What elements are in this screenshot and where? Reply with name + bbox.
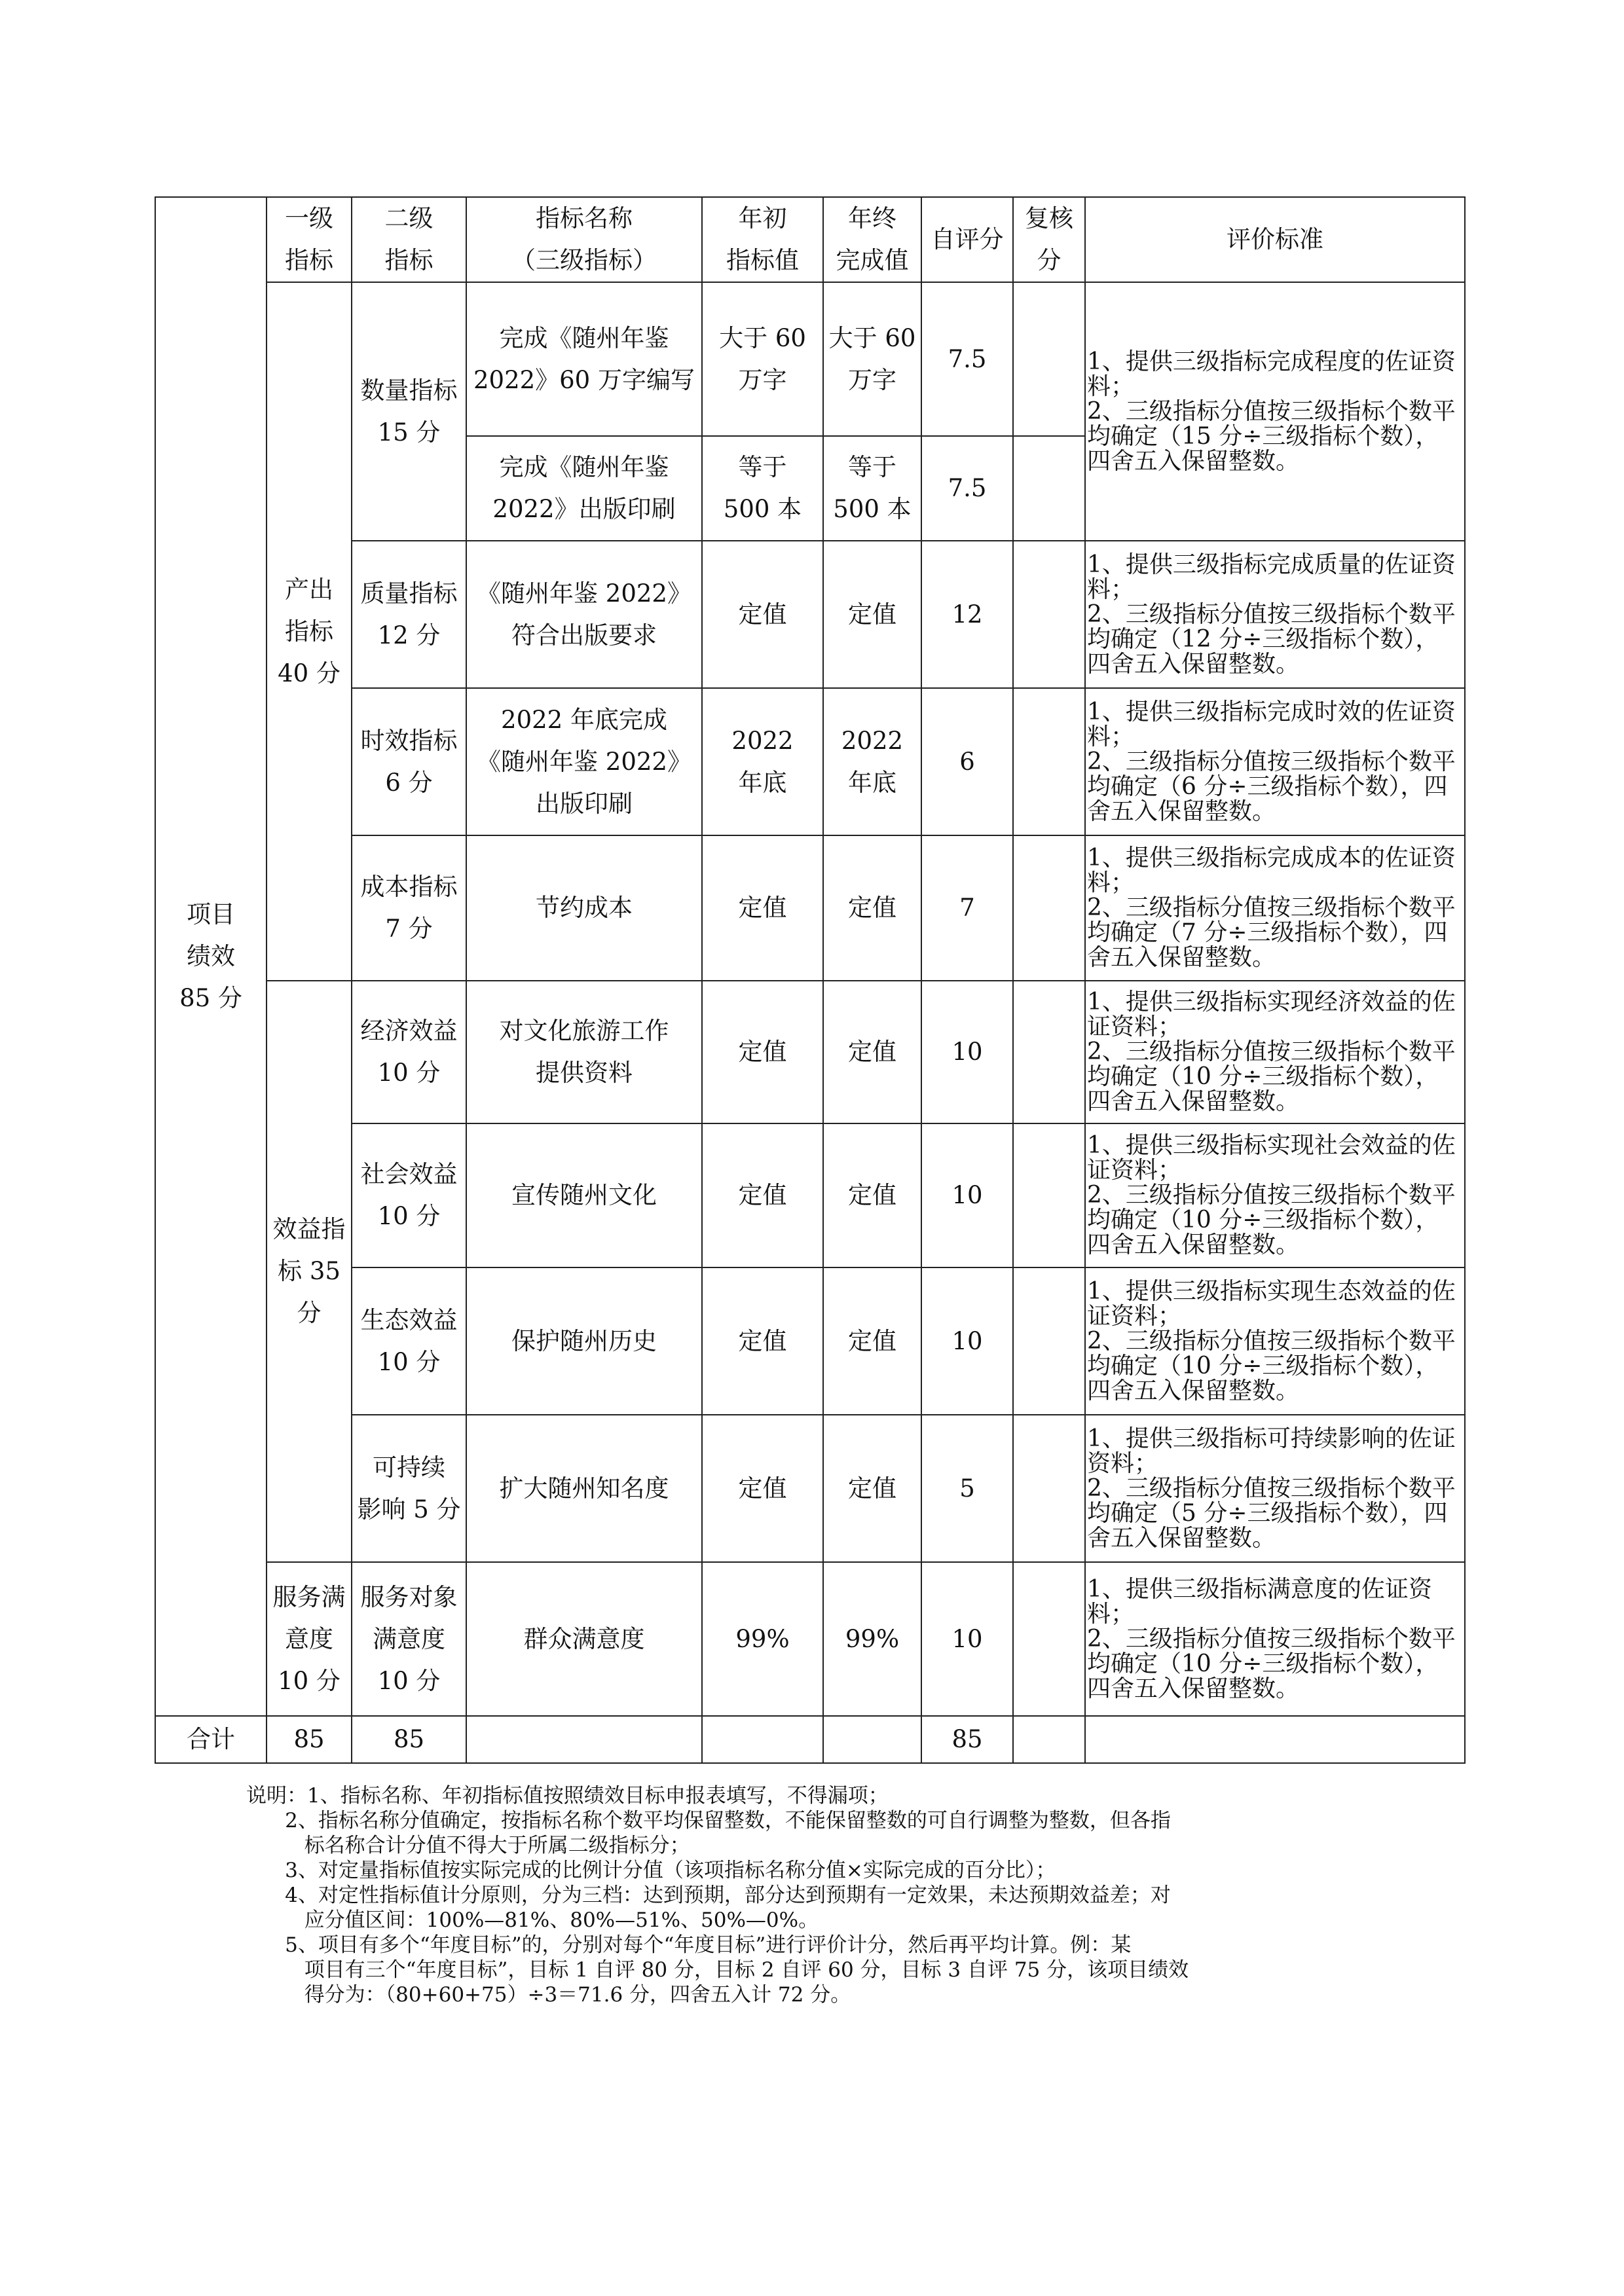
- result-cell: 定值: [823, 981, 921, 1123]
- review-score-cell: [1013, 835, 1085, 981]
- header-self-score: 自评分: [921, 197, 1013, 282]
- criteria-cell: 1、提供三级指标实现经济效益的佐证资料； 2、三级指标分值按三级指标个数平均确定（10 分÷三级指标个数），四舍五入保留整数。: [1085, 981, 1465, 1123]
- self-score-cell: 12: [921, 541, 1013, 688]
- total-indicator-name: [466, 1716, 702, 1763]
- performance-table: [155, 196, 1466, 1764]
- header-year-end-result: 年终 完成值: [823, 197, 921, 282]
- note-line: 标名称合计分值不得大于所属二级指标分；: [246, 1834, 690, 1857]
- table-row: [155, 1267, 1465, 1415]
- indicator-name-cell: 《随州年鉴 2022》 符合出版要求: [466, 541, 702, 688]
- result-cell: 大于 60 万字: [823, 282, 921, 436]
- table-row: [155, 1562, 1465, 1716]
- result-cell: 等于 500 本: [823, 436, 921, 541]
- total-level1: 85: [267, 1716, 352, 1763]
- benefit-level1-cell: 效益指 标 35 分: [267, 981, 352, 1562]
- total-result: [823, 1716, 921, 1763]
- header-indicator-name: 指标名称 （三级指标）: [466, 197, 702, 282]
- header-initial-target: 年初 指标值: [702, 197, 823, 282]
- social-level2-cell: 社会效益 10 分: [352, 1123, 466, 1267]
- review-score-cell: [1013, 541, 1085, 688]
- target-cell: 定值: [702, 835, 823, 981]
- notes-section: [246, 1783, 1386, 2007]
- total-target: [702, 1716, 823, 1763]
- target-cell: 定值: [702, 981, 823, 1123]
- target-cell: 定值: [702, 1267, 823, 1415]
- self-score-cell: 10: [921, 981, 1013, 1123]
- self-score-cell: 10: [921, 1562, 1013, 1716]
- indicator-name-cell: 2022 年底完成 《随州年鉴 2022》 出版印刷: [466, 688, 702, 835]
- total-row: [155, 1716, 1465, 1763]
- criteria-cell: 1、提供三级指标完成成本的佐证资料； 2、三级指标分值按三级指标个数平均确定（7 分÷三级指标个数），四舍五入保留整数。: [1085, 835, 1465, 981]
- review-score-cell: [1013, 282, 1085, 436]
- criteria-cell: 1、提供三级指标可持续影响的佐证资料； 2、三级指标分值按三级指标个数平均确定（5 分÷三级指标个数），四舍五入保留整数。: [1085, 1415, 1465, 1562]
- economic-level2-cell: 经济效益 10 分: [352, 981, 466, 1123]
- satisfaction-level1-cell: 服务满 意度 10 分: [267, 1562, 352, 1716]
- header-level1: 一级 指标: [267, 197, 352, 282]
- note-line: 2、指标名称分值确定，按指标名称个数平均保留整数，不能保留整数的可自行调整为整数，但各指: [246, 1809, 1171, 1832]
- target-cell: 定值: [702, 1415, 823, 1562]
- note-line: 3、对定量指标值按实际完成的比例计分值（该项指标名称分值×实际完成的百分比）；: [246, 1859, 1056, 1882]
- table-row: [155, 688, 1465, 835]
- self-score-cell: 10: [921, 1267, 1013, 1415]
- result-cell: 定值: [823, 1123, 921, 1267]
- criteria-cell: 1、提供三级指标实现生态效益的佐证资料； 2、三级指标分值按三级指标个数平均确定（10 分÷三级指标个数），四舍五入保留整数。: [1085, 1267, 1465, 1415]
- review-score-cell: [1013, 981, 1085, 1123]
- project-performance-cell: 项目 绩效 85 分: [155, 197, 267, 1716]
- table-row: [155, 1123, 1465, 1267]
- total-label: 合计: [155, 1716, 267, 1763]
- target-cell: 定值: [702, 541, 823, 688]
- indicator-name-cell: 扩大随州知名度: [466, 1415, 702, 1562]
- target-cell: 等于 500 本: [702, 436, 823, 541]
- self-score-cell: 6: [921, 688, 1013, 835]
- satisfaction-level2-cell: 服务对象 满意度 10 分: [352, 1562, 466, 1716]
- total-self-score: 85: [921, 1716, 1013, 1763]
- self-score-cell: 10: [921, 1123, 1013, 1267]
- review-score-cell: [1013, 688, 1085, 835]
- table-row: [155, 835, 1465, 981]
- table-row: [155, 541, 1465, 688]
- target-cell: 大于 60 万字: [702, 282, 823, 436]
- indicator-name-cell: 完成《随州年鉴 2022》出版印刷: [466, 436, 702, 541]
- review-score-cell: [1013, 1415, 1085, 1562]
- note-line: 5、项目有多个“年度目标”的，分别对每个“年度目标”进行评价计分，然后再平均计算。例：某: [246, 1933, 1132, 1957]
- header-level2: 二级 指标: [352, 197, 466, 282]
- review-score-cell: [1013, 1123, 1085, 1267]
- result-cell: 99%: [823, 1562, 921, 1716]
- note-line: 得分为：（80+60+75）÷3＝71.6 分，四舍五入计 72 分。: [246, 1983, 851, 2007]
- result-cell: 定值: [823, 541, 921, 688]
- indicator-name-cell: 宣传随州文化: [466, 1123, 702, 1267]
- review-score-cell: [1013, 1267, 1085, 1415]
- self-score-cell: 7: [921, 835, 1013, 981]
- criteria-cell: 1、提供三级指标完成质量的佐证资料； 2、三级指标分值按三级指标个数平均确定（12 分÷三级指标个数），四舍五入保留整数。: [1085, 541, 1465, 688]
- self-score-cell: 7.5: [921, 282, 1013, 436]
- total-criteria: [1085, 1716, 1465, 1763]
- indicator-name-cell: 对文化旅游工作 提供资料: [466, 981, 702, 1123]
- indicator-name-cell: 完成《随州年鉴 2022》60 万字编写: [466, 282, 702, 436]
- total-review-score: [1013, 1716, 1085, 1763]
- result-cell: 定值: [823, 1267, 921, 1415]
- indicator-name-cell: 节约成本: [466, 835, 702, 981]
- output-level1-cell: 产出 指标 40 分: [267, 282, 352, 981]
- header-review-score: 复核 分: [1013, 197, 1085, 282]
- self-score-cell: 7.5: [921, 436, 1013, 541]
- table-row: [155, 981, 1465, 1123]
- note-line: 说明：1、指标名称、年初指标值按照绩效目标申报表填写，不得漏项；: [246, 1784, 889, 1808]
- indicator-name-cell: 群众满意度: [466, 1562, 702, 1716]
- note-line: 4、对定性指标值计分原则，分为三档：达到预期，部分达到预期有一定效果，未达预期效益差；对: [246, 1884, 1171, 1907]
- total-level2: 85: [352, 1716, 466, 1763]
- header-criteria: 评价标准: [1085, 197, 1465, 282]
- note-line: 项目有三个“年度目标”，目标 1 自评 80 分，目标 2 自评 60 分，目标 3 自评 75 分，该项目绩效: [246, 1958, 1189, 1982]
- criteria-cell: 1、提供三级指标完成时效的佐证资料； 2、三级指标分值按三级指标个数平均确定（6 分÷三级指标个数），四舍五入保留整数。: [1085, 688, 1465, 835]
- target-cell: 2022 年底: [702, 688, 823, 835]
- criteria-cell: 1、提供三级指标满意度的佐证资料； 2、三级指标分值按三级指标个数平均确定（10 分÷三级指标个数），四舍五入保留整数。: [1085, 1562, 1465, 1716]
- target-cell: 99%: [702, 1562, 823, 1716]
- criteria-cell: 1、提供三级指标完成程度的佐证资料； 2、三级指标分值按三级指标个数平均确定（15 分÷三级指标个数），四舍五入保留整数。: [1085, 282, 1465, 541]
- indicator-name-cell: 保护随州历史: [466, 1267, 702, 1415]
- ecological-level2-cell: 生态效益 10 分: [352, 1267, 466, 1415]
- sustainable-level2-cell: 可持续 影响 5 分: [352, 1415, 466, 1562]
- timeliness-level2-cell: 时效指标 6 分: [352, 688, 466, 835]
- quality-level2-cell: 质量指标 12 分: [352, 541, 466, 688]
- result-cell: 定值: [823, 1415, 921, 1562]
- criteria-cell: 1、提供三级指标实现社会效益的佐证资料； 2、三级指标分值按三级指标个数平均确定（10 分÷三级指标个数），四舍五入保留整数。: [1085, 1123, 1465, 1267]
- cost-level2-cell: 成本指标 7 分: [352, 835, 466, 981]
- self-score-cell: 5: [921, 1415, 1013, 1562]
- table-row: [155, 1415, 1465, 1562]
- quantity-level2-cell: 数量指标 15 分: [352, 282, 466, 541]
- table-row: [155, 282, 1465, 436]
- review-score-cell: [1013, 1562, 1085, 1716]
- note-line: 应分值区间：100%—81%、80%—51%、50%—0%。: [246, 1908, 819, 1932]
- header-row: [155, 197, 1465, 282]
- result-cell: 2022 年底: [823, 688, 921, 835]
- target-cell: 定值: [702, 1123, 823, 1267]
- review-score-cell: [1013, 436, 1085, 541]
- result-cell: 定值: [823, 835, 921, 981]
